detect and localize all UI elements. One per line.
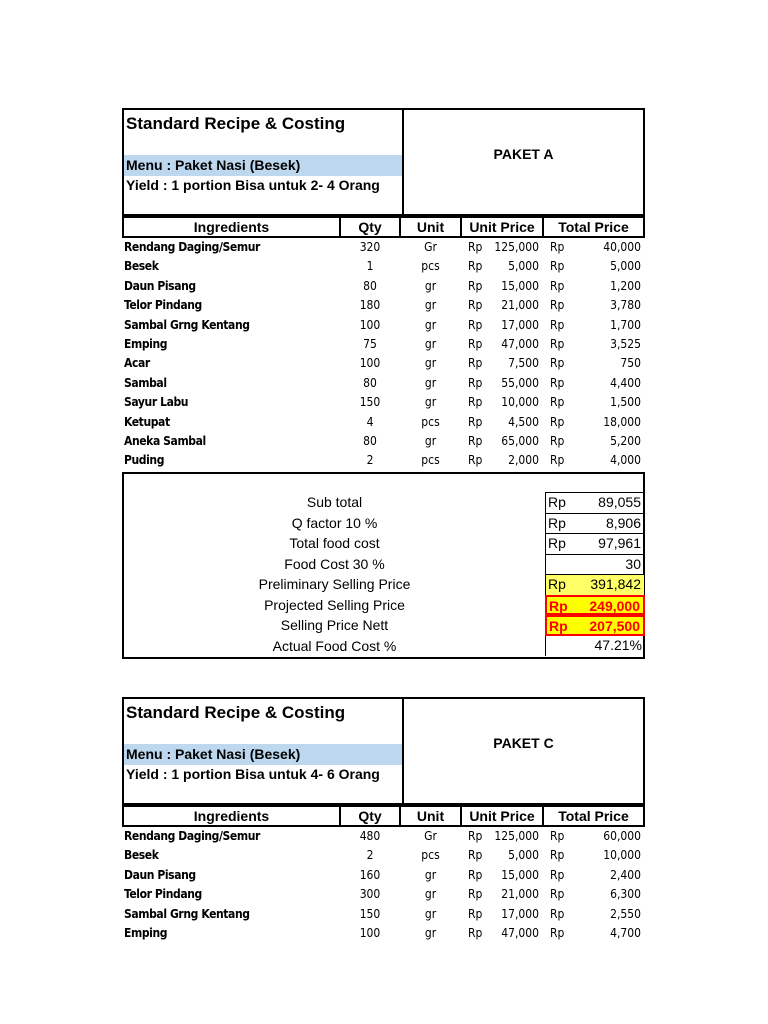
projected-selling-price-label: Projected Selling Price bbox=[264, 596, 405, 613]
preliminary-selling-price-amount: 391,842 bbox=[590, 576, 641, 592]
ingredient-unit-price: 2,000 bbox=[508, 453, 539, 468]
total-food-cost-value bbox=[545, 533, 645, 554]
column-qty: Qty bbox=[339, 216, 401, 238]
summary-labels bbox=[124, 492, 545, 656]
ingredient-qty: 80 bbox=[363, 375, 377, 390]
ingredient-unit-price: 17,000 bbox=[501, 906, 539, 921]
table-row bbox=[122, 413, 645, 432]
ingredient-unit: gr bbox=[424, 278, 437, 293]
table-row bbox=[122, 885, 645, 904]
table-row bbox=[122, 257, 645, 276]
ingredient-qty: 320 bbox=[359, 240, 381, 254]
food-cost-value bbox=[545, 554, 645, 575]
ingredient-name: Acar bbox=[124, 356, 150, 371]
selling-price-nett-amount: 207,500 bbox=[589, 618, 640, 634]
currency-label: Rp bbox=[468, 356, 483, 371]
table-row bbox=[122, 393, 645, 412]
ingredient-unit: gr bbox=[424, 433, 437, 448]
column-unit-price: Unit Price bbox=[460, 216, 544, 238]
sub-total-label: Sub total bbox=[306, 494, 363, 510]
preliminary-selling-price-label: Preliminary Selling Price bbox=[258, 576, 411, 592]
currency-label: Rp bbox=[468, 848, 483, 863]
ingredient-total-price: 10,000 bbox=[603, 848, 641, 863]
ingredient-unit: gr bbox=[424, 925, 437, 940]
ingredient-name: Besek bbox=[124, 848, 159, 863]
ingredient-name: Telor Pindang bbox=[124, 887, 202, 902]
ingredient-qty: 1 bbox=[366, 259, 374, 274]
ingredient-qty: 180 bbox=[359, 298, 381, 313]
table-row bbox=[122, 846, 645, 865]
sheet-title: Standard Recipe & Costing bbox=[126, 114, 346, 133]
ingredient-unit: gr bbox=[424, 906, 437, 921]
total-food-cost-label: Total food cost bbox=[289, 535, 380, 551]
ingredient-unit-price: 17,000 bbox=[501, 317, 539, 332]
ingredient-unit-price: 47,000 bbox=[501, 336, 539, 351]
ingredient-qty: 100 bbox=[359, 356, 381, 371]
currency-label: Rp bbox=[548, 494, 566, 510]
currency-label: Rp bbox=[548, 514, 566, 531]
yield-line: Yield : 1 portion Bisa untuk 2- 4 Orang bbox=[126, 177, 380, 193]
ingredient-unit: pcs bbox=[421, 453, 440, 468]
ingredient-total-price: 4,700 bbox=[610, 925, 641, 940]
ingredient-name: Rendang Daging/Semur bbox=[124, 829, 260, 843]
summary-values bbox=[545, 492, 645, 656]
ingredient-name: Daun Pisang bbox=[124, 278, 196, 293]
table-row bbox=[122, 238, 645, 257]
actual-food-cost-value bbox=[545, 636, 645, 657]
column-ingredients: Ingredients bbox=[122, 216, 341, 238]
ingredient-name: Sambal Grng Kentang bbox=[124, 317, 250, 332]
ingredient-rows bbox=[122, 238, 645, 471]
ingredient-qty: 2 bbox=[366, 453, 374, 468]
table-row bbox=[122, 335, 645, 354]
ingredient-unit: gr bbox=[424, 317, 437, 332]
currency-label: Rp bbox=[550, 906, 565, 921]
table-row bbox=[122, 905, 645, 924]
currency-label: Rp bbox=[468, 278, 483, 293]
column-header-row bbox=[122, 216, 645, 238]
ingredient-name: Rendang Daging/Semur bbox=[124, 240, 260, 254]
currency-label: Rp bbox=[468, 336, 483, 351]
q-factor-amount: 8,906 bbox=[605, 514, 641, 531]
ingredient-qty: 100 bbox=[359, 317, 381, 332]
currency-label: Rp bbox=[550, 848, 565, 863]
ingredient-unit: pcs bbox=[421, 848, 440, 863]
table-row bbox=[122, 432, 645, 451]
sub-total-value bbox=[545, 492, 645, 513]
ingredient-name: Emping bbox=[124, 925, 168, 940]
selling-price-nett-label: Selling Price Nett bbox=[280, 617, 389, 633]
currency-label: Rp bbox=[550, 867, 565, 882]
ingredient-unit-price: 55,000 bbox=[501, 375, 539, 390]
column-unit: Unit bbox=[399, 805, 462, 827]
paket-name: PAKET A bbox=[493, 146, 554, 162]
ingredient-qty: 4 bbox=[366, 414, 374, 429]
ingredient-total-price: 2,400 bbox=[610, 867, 641, 882]
currency-label: Rp bbox=[550, 336, 565, 351]
ingredient-unit: gr bbox=[424, 298, 437, 313]
table-row bbox=[122, 451, 645, 470]
actual-food-cost-amount: 47.21% bbox=[594, 636, 642, 653]
currency-label: Rp bbox=[468, 317, 483, 332]
projected-selling-price-amount: 249,000 bbox=[589, 597, 640, 614]
ingredient-total-price: 40,000 bbox=[603, 240, 641, 254]
ingredient-qty: 75 bbox=[363, 336, 377, 351]
preliminary-selling-price-value bbox=[545, 574, 645, 595]
ingredient-qty: 150 bbox=[359, 395, 381, 410]
currency-label: Rp bbox=[550, 395, 565, 410]
column-unit: Unit bbox=[399, 216, 462, 238]
currency-label: Rp bbox=[468, 375, 483, 390]
ingredient-unit-price: 21,000 bbox=[501, 298, 539, 313]
projected-selling-price-value bbox=[545, 595, 645, 616]
recipe-sheet-paket-a bbox=[122, 108, 645, 659]
ingredient-unit: gr bbox=[424, 356, 437, 371]
ingredient-unit-price: 125,000 bbox=[494, 240, 539, 254]
ingredient-unit: gr bbox=[424, 887, 437, 902]
ingredient-qty: 100 bbox=[359, 925, 381, 940]
ingredient-unit: pcs bbox=[421, 414, 440, 429]
ingredient-unit-price: 47,000 bbox=[501, 925, 539, 940]
ingredient-total-price: 3,525 bbox=[610, 336, 641, 351]
ingredient-unit-price: 10,000 bbox=[501, 395, 539, 410]
sheet-header bbox=[122, 697, 645, 805]
header-info bbox=[124, 110, 404, 214]
currency-label: Rp bbox=[468, 906, 483, 921]
header-info bbox=[124, 699, 404, 803]
ingredient-name: Sambal bbox=[124, 375, 167, 390]
ingredient-name: Puding bbox=[124, 453, 165, 468]
ingredient-qty: 150 bbox=[359, 906, 381, 921]
yield-line: Yield : 1 portion Bisa untuk 4- 6 Orang bbox=[126, 766, 380, 782]
currency-label: Rp bbox=[468, 298, 483, 313]
table-row bbox=[122, 866, 645, 885]
ingredient-total-price: 4,400 bbox=[610, 375, 641, 390]
menu-line: Menu : Paket Nasi (Besek) bbox=[124, 744, 402, 765]
sheet-title: Standard Recipe & Costing bbox=[126, 703, 346, 722]
ingredient-unit: gr bbox=[424, 375, 437, 390]
selling-price-nett-value bbox=[545, 615, 645, 636]
currency-label: Rp bbox=[468, 829, 483, 843]
ingredient-unit-price: 4,500 bbox=[508, 414, 539, 429]
menu-line: Menu : Paket Nasi (Besek) bbox=[124, 155, 402, 176]
ingredient-total-price: 2,550 bbox=[610, 906, 641, 921]
table-row bbox=[122, 924, 645, 943]
ingredient-total-price: 60,000 bbox=[603, 829, 641, 843]
column-qty: Qty bbox=[339, 805, 401, 827]
column-header-row bbox=[122, 805, 645, 827]
food-cost-label: Food Cost 30 % bbox=[284, 555, 385, 572]
currency-label: Rp bbox=[550, 925, 565, 940]
table-row bbox=[122, 316, 645, 335]
ingredient-total-price: 6,300 bbox=[610, 887, 641, 902]
currency-label: Rp bbox=[550, 887, 565, 902]
currency-label: Rp bbox=[468, 395, 483, 410]
ingredient-qty: 80 bbox=[363, 278, 377, 293]
column-total-price: Total Price bbox=[542, 216, 645, 238]
ingredient-name: Aneka Sambal bbox=[124, 433, 206, 448]
currency-label: Rp bbox=[550, 433, 565, 448]
ingredient-qty: 2 bbox=[366, 848, 374, 863]
ingredient-name: Telor Pindang bbox=[124, 298, 202, 313]
currency-label: Rp bbox=[468, 240, 483, 254]
ingredient-total-price: 5,200 bbox=[610, 433, 641, 448]
ingredient-rows bbox=[122, 827, 645, 943]
ingredient-unit-price: 5,000 bbox=[508, 848, 539, 863]
ingredient-unit: Gr bbox=[424, 240, 437, 254]
ingredient-qty: 80 bbox=[363, 433, 377, 448]
currency-label: Rp bbox=[468, 414, 483, 429]
sheet-header bbox=[122, 108, 645, 216]
summary-block bbox=[122, 472, 645, 659]
ingredient-unit: Gr bbox=[424, 829, 437, 843]
ingredient-total-price: 1,700 bbox=[610, 317, 641, 332]
column-total-price: Total Price bbox=[542, 805, 645, 827]
table-row bbox=[122, 277, 645, 296]
ingredient-unit: gr bbox=[424, 867, 437, 882]
currency-label: Rp bbox=[550, 356, 565, 371]
currency-label: Rp bbox=[550, 317, 565, 332]
ingredient-unit-price: 65,000 bbox=[501, 433, 539, 448]
paket-name: PAKET C bbox=[493, 735, 554, 751]
ingredient-unit-price: 21,000 bbox=[501, 887, 539, 902]
currency-label: Rp bbox=[550, 259, 565, 274]
column-unit-price: Unit Price bbox=[460, 805, 544, 827]
ingredient-unit-price: 15,000 bbox=[501, 278, 539, 293]
currency-label: Rp bbox=[550, 298, 565, 313]
currency-label: Rp bbox=[550, 453, 565, 468]
total-food-cost-amount: 97,961 bbox=[598, 535, 641, 551]
ingredient-name: Ketupat bbox=[124, 414, 170, 429]
ingredient-name: Daun Pisang bbox=[124, 867, 196, 882]
currency-label: Rp bbox=[550, 829, 565, 843]
currency-label: Rp bbox=[468, 453, 483, 468]
ingredient-name: Besek bbox=[124, 259, 159, 274]
currency-label: Rp bbox=[550, 240, 565, 254]
ingredient-name: Sambal Grng Kentang bbox=[124, 906, 250, 921]
q-factor-value bbox=[545, 513, 645, 534]
ingredient-qty: 160 bbox=[359, 867, 381, 882]
ingredient-total-price: 750 bbox=[620, 356, 641, 371]
food-cost-amount: 30 bbox=[625, 555, 641, 572]
ingredient-unit-price: 7,500 bbox=[508, 356, 539, 371]
ingredient-total-price: 18,000 bbox=[603, 414, 641, 429]
column-ingredients: Ingredients bbox=[122, 805, 341, 827]
currency-label: Rp bbox=[468, 259, 483, 274]
currency-label: Rp bbox=[549, 618, 568, 634]
table-row bbox=[122, 296, 645, 315]
ingredient-unit-price: 125,000 bbox=[494, 829, 539, 843]
ingredient-total-price: 1,500 bbox=[610, 395, 641, 410]
ingredient-unit: pcs bbox=[421, 259, 440, 274]
currency-label: Rp bbox=[468, 867, 483, 882]
currency-label: Rp bbox=[549, 597, 568, 614]
currency-label: Rp bbox=[550, 414, 565, 429]
ingredient-name: Sayur Labu bbox=[124, 395, 189, 410]
ingredient-unit-price: 5,000 bbox=[508, 259, 539, 274]
table-row bbox=[122, 827, 645, 846]
ingredient-unit: gr bbox=[424, 336, 437, 351]
currency-label: Rp bbox=[468, 925, 483, 940]
q-factor-label: Q factor 10 % bbox=[291, 514, 378, 531]
ingredient-total-price: 3,780 bbox=[610, 298, 641, 313]
ingredient-total-price: 1,200 bbox=[610, 278, 641, 293]
ingredient-qty: 300 bbox=[359, 887, 381, 902]
table-row bbox=[122, 354, 645, 373]
actual-food-cost-label: Actual Food Cost % bbox=[272, 637, 397, 654]
ingredient-name: Emping bbox=[124, 336, 168, 351]
currency-label: Rp bbox=[468, 433, 483, 448]
currency-label: Rp bbox=[548, 576, 566, 592]
currency-label: Rp bbox=[550, 375, 565, 390]
sub-total-amount: 89,055 bbox=[598, 494, 641, 510]
ingredient-unit-price: 15,000 bbox=[501, 867, 539, 882]
currency-label: Rp bbox=[468, 887, 483, 902]
currency-label: Rp bbox=[550, 278, 565, 293]
currency-label: Rp bbox=[548, 535, 566, 551]
ingredient-unit: gr bbox=[424, 395, 437, 410]
ingredient-total-price: 5,000 bbox=[610, 259, 641, 274]
recipe-sheet-paket-c bbox=[122, 697, 645, 944]
ingredient-total-price: 4,000 bbox=[610, 453, 641, 468]
ingredient-qty: 480 bbox=[359, 829, 381, 843]
table-row bbox=[122, 374, 645, 393]
